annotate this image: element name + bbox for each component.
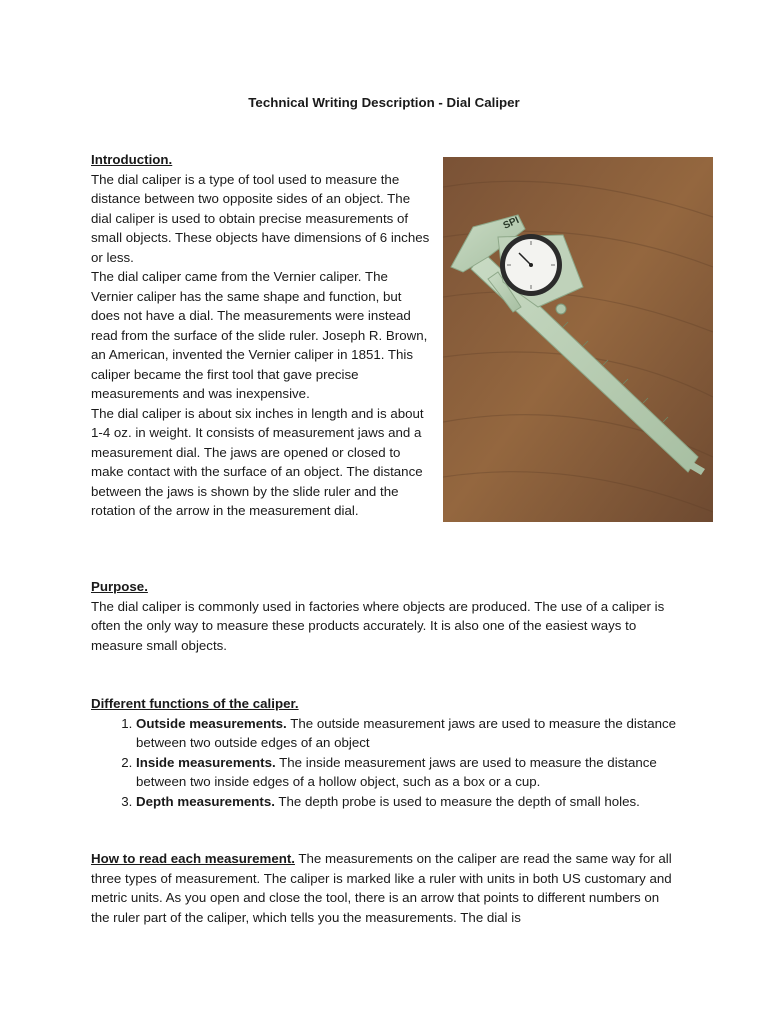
function-item-depth bbox=[136, 792, 691, 812]
dial-caliper-photo bbox=[443, 157, 713, 522]
purpose-section bbox=[91, 577, 681, 655]
how-to-read-heading: How to read each measurement. bbox=[91, 851, 295, 866]
function-text-inside: The inside measurement jaws are used to measure the distance between two inside edges of a hollow object, such as a box or a cup. bbox=[136, 754, 657, 789]
functions-section bbox=[91, 694, 691, 811]
function-item-outside bbox=[136, 714, 691, 753]
document-title: Technical Writing Description - Dial Caliper bbox=[248, 95, 520, 110]
functions-heading: Different functions of the caliper. bbox=[91, 696, 299, 711]
function-text-depth: The depth probe is used to measure the depth of small holes. bbox=[274, 793, 640, 809]
how-to-read-section bbox=[91, 849, 681, 927]
function-name-outside: Outside measurements. bbox=[136, 715, 287, 731]
function-name-inside: Inside measurements. bbox=[136, 754, 276, 770]
function-name-depth: Depth measurements. bbox=[136, 793, 275, 809]
how-to-read-paragraph bbox=[91, 849, 681, 927]
purpose-heading: Purpose. bbox=[91, 579, 148, 594]
introduction-paragraph-2: The dial caliper came from the Vernier caliper. The Vernier caliper has the same shape and function, but does not have a dial. The measurements were instead read from the surface of the slide ruler. Joseph R. Brown, an American, invented the Vernier caliper in 1851. This caliper became the first tool that gave precise measurements and was inexpensive. bbox=[91, 269, 428, 401]
caliper-brand-label: SPI bbox=[501, 214, 521, 232]
dial-caliper-photo-graphic bbox=[443, 157, 713, 522]
purpose-text: The dial caliper is commonly used in factories where objects are produced. The use of a caliper is often the only way to measure these products accurately. It is also one of the easiest ways to measure small objects. bbox=[91, 598, 665, 653]
function-text-outside: The outside measurement jaws are used to measure the distance between two outside edges of an object bbox=[136, 715, 677, 750]
introduction-paragraph-1: The dial caliper is a type of tool used to measure the distance between two opposite sides of an object. The dial caliper is used to obtain precise measurements of small objects. These objects have dimensions of 6 inches or less. bbox=[91, 171, 430, 265]
function-item-inside bbox=[136, 753, 691, 792]
introduction-paragraph-3: The dial caliper is about six inches in length and is about 1-4 oz. in weight. It consists of measurement jaws and a measurement dial. The jaws are opened or closed to make contact with the surface of an object. The distance between the jaws is shown by the slide ruler and the rotation of the arrow in the measurement dial. bbox=[91, 405, 424, 518]
functions-list bbox=[91, 714, 691, 812]
how-to-read-text: The measurements on the caliper are read the same way for all three types of measurement. The caliper is marked like a ruler with units in both US customary and metric units. As you open and close the tool, there is an arrow that points to different numbers on the ruler part of the caliper, which tells you the measurements. The dial is bbox=[91, 851, 672, 925]
introduction-heading: Introduction. bbox=[91, 152, 173, 167]
introduction-section bbox=[91, 150, 431, 521]
